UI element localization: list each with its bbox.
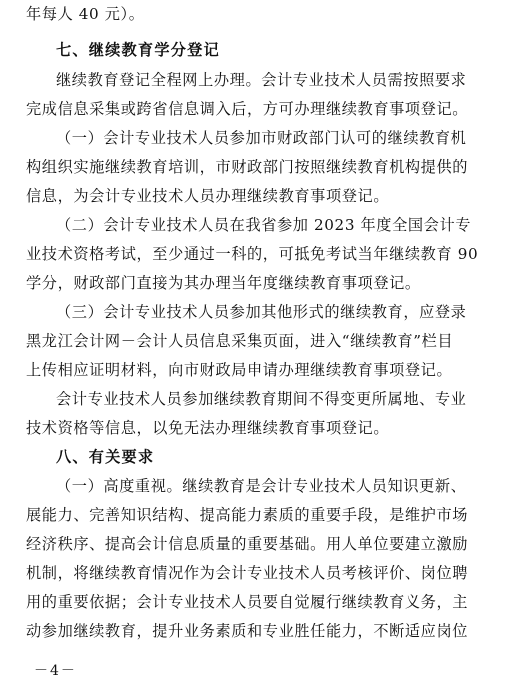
paragraph-line: 信息，为会计专业技术人员办理继续教育事项登记。: [26, 187, 390, 205]
paragraph-line: 展能力、完善知识结构、提高能力素质的重要手段，是维护市场: [26, 506, 469, 524]
paragraph-line: 上传相应证明材料，向市财政局申请办理继续教育事项登记。: [26, 361, 453, 379]
paragraph-line: 构组织实施继续教育培训，市财政部门按照继续教育机构提供的: [26, 158, 469, 176]
paragraph-line: 会计专业技术人员参加继续教育期间不得变更所属地、专业: [56, 390, 467, 408]
paragraph-line: 完成信息采集或跨省信息调入后，方可办理继续教育事项登记。: [26, 100, 469, 118]
page-number: －4－: [34, 663, 77, 679]
paragraph-line: 动参加继续教育，提升业务素质和专业胜任能力，不断适应岗位: [26, 622, 469, 640]
paragraph-line: （二）会计专业技术人员在我省参加 2023 年度全国会计专: [56, 216, 472, 234]
paragraph-line: （三）会计专业技术人员参加其他形式的继续教育，应登录: [56, 303, 467, 321]
text-line: 年每人 40 元）。: [26, 5, 145, 23]
paragraph-line: （一）会计专业技术人员参加市财政部门认可的继续教育机: [56, 129, 467, 147]
paragraph-line: 机制，将继续教育情况作为会计专业技术人员考核评价、岗位聘: [26, 564, 469, 582]
paragraph-line: 继续教育登记全程网上办理。会计专业技术人员需按照要求: [56, 71, 467, 89]
paragraph-line: 用的重要依据；会计专业技术人员要自觉履行继续教育义务，主: [26, 593, 469, 611]
section-heading-7: 七、继续教育学分登记: [56, 41, 220, 59]
paragraph-line: 学分，财政部门直接为其办理当年度继续教育事项登记。: [26, 274, 421, 292]
paragraph-line: （一）高度重视。继续教育是会计专业技术人员知识更新、: [56, 477, 467, 495]
section-heading-8: 八、有关要求: [56, 448, 155, 466]
paragraph-line: 经济秩序、提高会计信息质量的重要基础。用人单位要建立激励: [26, 535, 469, 553]
paragraph-line: 黑龙江会计网－会计人员信息采集页面，进入“继续教育”栏目: [26, 332, 454, 350]
paragraph-line: 业技术资格考试，至少通过一科的，可抵免考试当年继续教育 90: [26, 245, 479, 263]
paragraph-line: 技术资格等信息，以免无法办理继续教育事项登记。: [26, 419, 390, 437]
